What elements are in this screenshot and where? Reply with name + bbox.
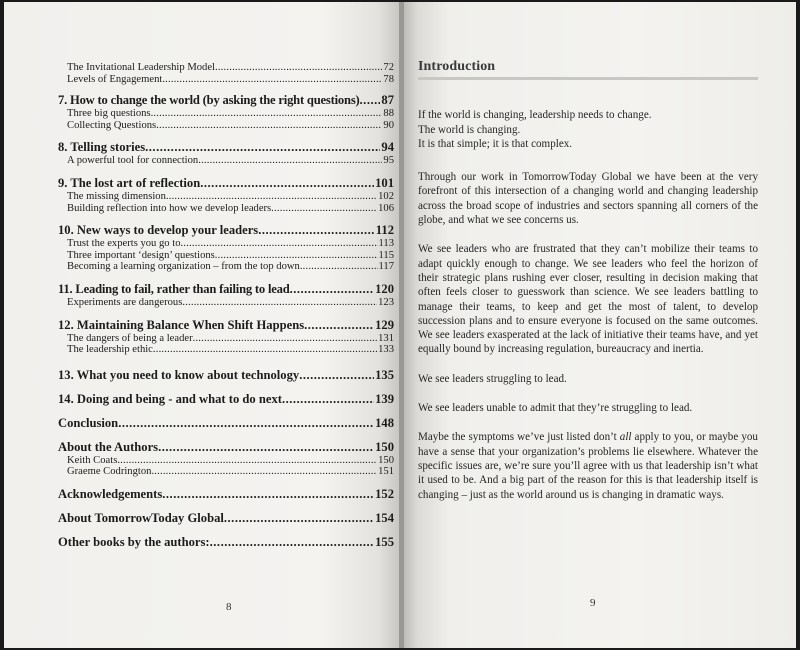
toc-dot-leader [118,416,374,431]
toc-entry-page: 154 [375,510,394,525]
toc-dot-leader [271,203,377,215]
toc-entry-title: Three important ‘design’ questions [67,249,215,261]
toc-entry-page: 106 [378,202,394,214]
paragraph: Through our work in TomorrowToday Global we have been at the very forefront of this intersection of a changing world and changing leadership across the broad scope of industries and sectors spanning all corners of the globe, and what we see concerns us. [418,171,758,227]
toc-entry-page: 88 [383,108,394,120]
toc-sub-entry [58,74,394,86]
toc-sub-entry [58,191,394,203]
paragraph-text: Maybe the symptoms we’ve just listed don’t [418,431,620,444]
toc-chapter-entry [58,487,394,502]
toc-entry-page: 87 [381,93,394,108]
toc-dot-leader [360,93,381,108]
toc-sub-entry [58,62,394,74]
toc-dot-leader [200,176,374,191]
toc-chapter-entry [58,535,394,550]
toc-chapter-entry [58,140,394,155]
toc-dot-leader [193,333,378,345]
toc-chapter-entry [58,392,394,407]
toc-chapter-entry [58,93,394,108]
toc-dot-leader [166,191,377,203]
toc-sub-entry [58,344,394,356]
toc-dot-leader [282,392,374,407]
toc-entry-title: A powerful tool for connection [67,155,199,167]
toc-entry-title: About TomorrowToday Global [58,510,224,525]
toc-chapter-entry [58,223,394,238]
toc-entry-title: 14. Doing and being - and what to do next [58,391,282,406]
toc-chapter-entry [58,318,394,333]
toc-entry-page: 150 [378,454,394,466]
toc-entry-title: Trust the experts you go to [67,238,181,250]
toc-sub-entry [58,155,394,167]
toc-chapter-entry [58,176,394,191]
toc-entry-title: 13. What you need to know about technology [58,367,300,382]
toc-entry-title: 11. Leading to fail, rather than failing to lead [58,281,290,296]
paragraph: We see leaders unable to admit that they’re struggling to lead. [418,402,693,415]
toc-entry-page: 95 [383,155,394,167]
toc-chapter-entry [58,416,394,431]
toc-sub-entry [58,108,394,120]
paragraph: We see leaders who are frustrated that they can’t mobilize their teams to adapt quickly enough to change. We see leaders who feel the horizon of their strategic plans rushing ever closer, resulting in decision making that often feels closer to guesswork than science. We see leaders battling to manage their teams, to keep and get the most of talent, to develop succession plans and to ensure everyone is focused on the same outcomes. We see leaders exasperated at the lack of initiative their teams have, and yet equally bound by increasing regulation, bureaucracy and inertia. [418,243,758,356]
introduction-heading: Introduction [418,59,496,74]
toc-sub-entry [58,333,394,345]
toc-entry-page: 115 [378,249,394,261]
toc-entry-page: 123 [378,296,394,308]
toc-entry-title: 10. New ways to develop your leaders [58,223,259,238]
opening-line: The world is changing. [418,123,521,136]
toc-dot-leader [158,440,374,455]
opening-line: If the world is changing, leadership needs to change. [418,109,652,122]
toc-chapter-entry [58,368,394,383]
toc-entry-page: 101 [375,175,394,190]
toc-sub-entry [58,120,394,132]
toc-dot-leader [162,487,374,502]
toc-entry-title: The Invitational Leadership Model [67,62,215,73]
toc-sub-entry [58,261,394,273]
paragraph: We see leaders struggling to lead. [418,372,567,385]
toc-entry-page: 152 [375,486,394,501]
toc-entry-page: 72 [383,62,394,73]
toc-entry-title: About the Authors [58,439,159,454]
emphasis-text: all [619,431,632,444]
toc-sub-entry [58,250,394,262]
toc-dot-leader [224,511,374,526]
toc-sub-entry [58,455,394,467]
toc-entry-page: 112 [375,223,394,238]
toc-entry-page: 135 [375,367,394,382]
toc-entry-page: 150 [375,439,394,454]
toc-entry-title: Collecting Questions [67,119,157,131]
toc-entry-title: Graeme Codrington [67,466,152,478]
paragraph-text: apply to you, or maybe you have a sense that your organization’s problems lie elsewhere. Whatever the specific issues are, we’re sure you’ll agree with us that leadership isn’t what it used to be. And a big part of the reason for this is that leadership itself is changing – just as the world around us is changing in dramatic ways. [418,431,758,501]
toc-entry-title: 7. How to change the world (by asking the right questions) [58,93,360,108]
toc-entry-title: Three big questions [67,108,151,120]
right-page-number: 9 [590,597,596,609]
toc-chapter-entry [58,440,394,455]
toc-dot-leader [182,297,377,309]
toc-sub-entry [58,238,394,250]
toc-sub-entry [58,203,394,215]
toc-entry-title: Conclusion [58,415,119,430]
toc-dot-leader [151,108,383,120]
paragraph [418,430,758,501]
introduction-section [418,60,758,515]
toc-entry-title: 12. Maintaining Balance When Shift Happens [58,317,305,332]
toc-dot-leader [210,535,374,550]
toc-dot-leader [215,250,378,262]
toc-entry-page: 102 [378,190,394,202]
toc-dot-leader [162,74,382,86]
toc-entry-title: Keith Coats [67,454,118,466]
toc-entry-page: 90 [383,119,394,131]
toc-entry-page: 113 [378,238,394,250]
toc-entry-title: The dangers of being a leader [67,332,193,344]
toc-entry-page: 133 [378,344,394,356]
toc-entry-title: Other books by the authors: [58,534,210,549]
toc-dot-leader [258,223,375,238]
toc-dot-leader [290,282,375,297]
toc-sub-entry [58,466,394,478]
toc-entry-title: The missing dimension [67,190,166,202]
toc-entry-page: 151 [378,466,394,478]
toc-dot-leader [304,318,374,333]
toc-entry-title: Becoming a learning organization – from the top down [67,261,300,273]
toc-entry-page: 139 [375,391,394,406]
toc-dot-leader [145,140,380,155]
toc-entry-page: 131 [378,332,394,344]
toc-dot-leader [151,466,377,478]
toc-entry-page: 120 [375,281,394,296]
toc-entry-page: 129 [375,317,394,332]
toc-entry-title: 8. Telling stories [58,140,146,155]
toc-dot-leader [156,120,382,132]
toc-dot-leader [215,62,382,74]
toc-entry-title: The leadership ethic [67,344,153,356]
toc-entry-page: 94 [381,140,394,155]
toc-chapter-entry [58,511,394,526]
toc-dot-leader [153,344,377,356]
toc-entry-title: Building reflection into how we develop leaders [67,202,272,214]
toc-entry-title: Acknowledgements [58,486,163,501]
book-gutter [399,2,404,648]
toc-dot-leader [117,455,377,467]
toc-entry-title: 9. The lost art of reflection [58,175,201,190]
opening-line: It is that simple; it is that complex. [418,137,573,150]
left-page-number: 8 [226,601,232,613]
toc-sub-entry [58,297,394,309]
toc-entry-page: 155 [375,534,394,549]
table-of-contents [58,62,394,550]
toc-dot-leader [299,368,374,383]
toc-dot-leader [198,155,382,167]
toc-dot-leader [181,238,378,250]
toc-entry-title: Levels of Engagement [67,73,163,85]
heading-rule [418,77,758,80]
toc-entry-title: Experiments are dangerous [67,296,183,308]
toc-chapter-entry [58,282,394,297]
toc-entry-page: 117 [378,261,394,273]
toc-dot-leader [300,261,378,273]
toc-entry-page: 148 [375,415,394,430]
toc-entry-page: 78 [383,73,394,85]
